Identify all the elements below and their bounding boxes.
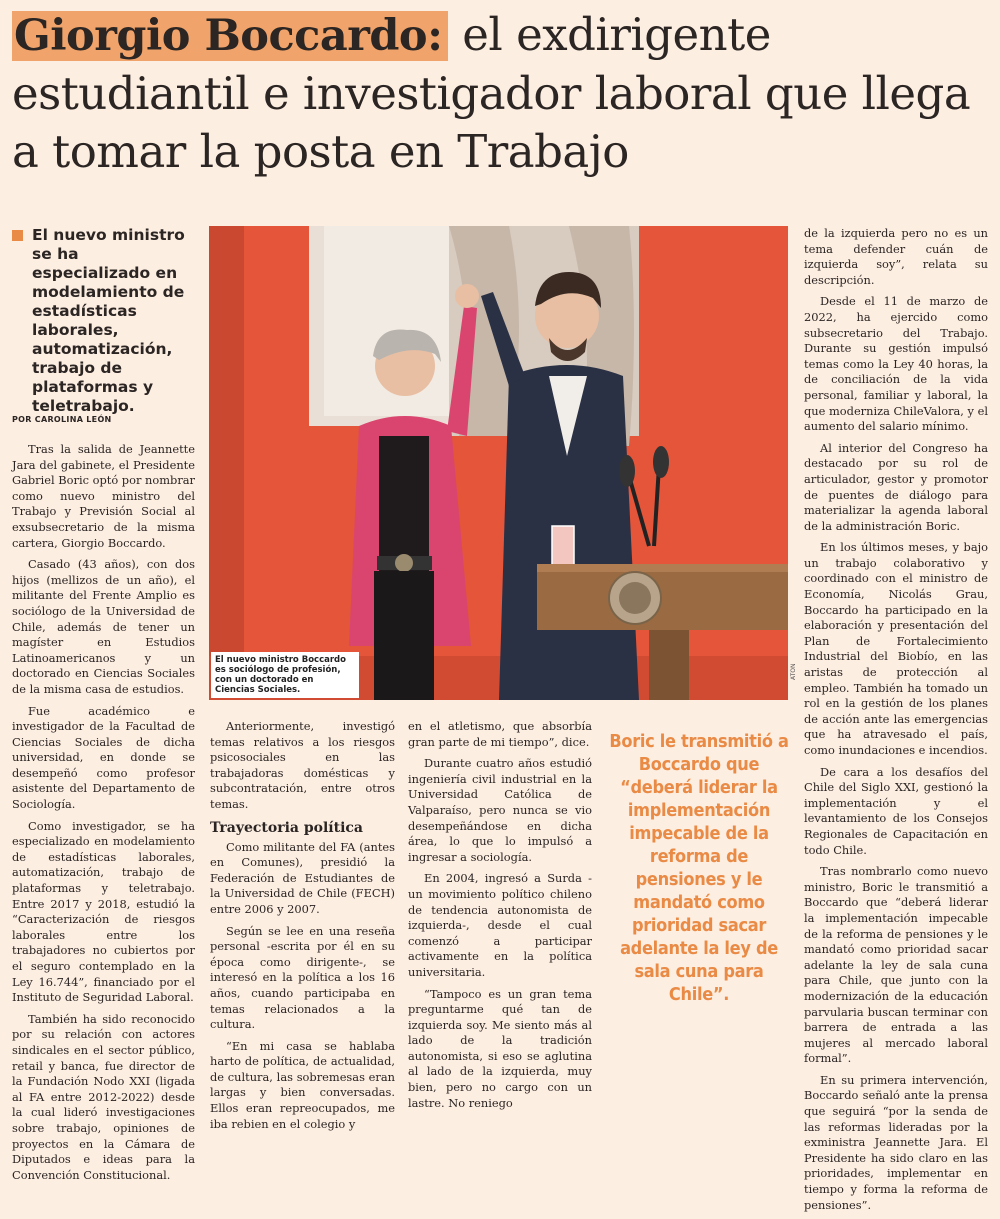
photo-illustration	[209, 226, 788, 700]
paragraph: Desde el 11 de marzo de 2022, ha ejercido como subsecretario del Trabajo. Durante su gestión impulsó temas como la Ley 40 horas, la de conciliación de la vida personal, familiar y laboral, la que moderniza ChileValora, y el aumento del salario mínimo.	[804, 294, 988, 434]
paragraph: “Tampoco es un gran tema preguntarme qué tan de izquierda soy. Me siento más al lado de la tradición autonomista, si eso se aglutina al lado de la izquierda, muy bien, pero no cargo con un lastre. No reniego	[408, 986, 592, 1110]
photo-caption: El nuevo ministro Boccardo es sociólogo de profesión, con un doctorado en Ciencias Sociales.	[211, 652, 359, 698]
paragraph: En su primera intervención, Boccardo señaló ante la prensa que seguirá “por la senda de las reformas lideradas por la exministra Jeannette Jara. El Presidente ha sido claro en las prioridades, implementar en tiempo y forma la reforma de pensiones”.	[804, 1072, 988, 1212]
article-photo	[209, 226, 788, 700]
paragraph: En 2004, ingresó a Surda -un movimiento político chileno de tendencia autonomista de izquierda-, desde el cual comenzó a participar activamente en la política universitaria.	[408, 871, 592, 979]
headline	[12, 6, 988, 181]
paragraph: Como investigador, se ha especializado en modelamiento de estadísticas laborales, automatización, trabajo de plataformas y teletrabajo. Entre 2017 y 2018, estudió la “Caracterización de riesgos laborales entre los trabajadores no cubiertos por el seguro contemplado en la Ley 16.744”, financiado por el Instituto de Seguridad Laboral.	[12, 818, 195, 1005]
section-heading: Trayectoria política	[210, 819, 364, 836]
paragraph: En los últimos meses, y bajo un trabajo colaborativo y coordinado con el ministro de Economía, Nicolás Grau, Boccardo ha participado en la elaboración y presentación del Plan de Fortalecimiento Industrial del Biobío, en las aristas de protección al empleo. También ha tomado un rol en la gestión de los planes de acción ante las emergencias que ha atravesado el país, como inundaciones e incendios.	[804, 540, 988, 757]
article-column-4	[804, 226, 988, 1219]
paragraph: Tras la salida de Jeannette Jara del gabinete, el Presidente Gabriel Boric optó por nombrar como nuevo ministro del Trabajo y Previsión Social al exsubsecretario de la misma cartera, Giorgio Boccardo.	[12, 442, 195, 550]
headline-rest: el exdirigente estudiantil e investigador laboral que llega a tomar la posta en Trabajo	[12, 8, 971, 178]
headline-name: Giorgio Boccardo:	[12, 11, 448, 61]
byline: POR CAROLINA LEÓN	[12, 415, 112, 424]
paragraph: También ha sido reconocido por su relación con actores sindicales en el sector público, retail y banca, fue director de la Fundación Nodo XXI (ligada al FA entre 2012-2022) desde la cual lideró investigaciones sobre trabajo, opiniones de proyectos en la Cámara de Diputados e ideas para la Convención Constitucional.	[12, 1011, 195, 1182]
photo-credit: ATON	[790, 663, 797, 680]
paragraph: Durante cuatro años estudió ingeniería civil industrial en la Universidad Católica de Valparaíso, pero nunca se vio desempeñándose en dicha área, lo que lo impulsó a ingresar a sociología.	[408, 756, 592, 864]
paragraph: de la izquierda pero no es un tema defender cuán de izquierda soy”, relata su descripción.	[804, 226, 988, 287]
paragraph: Fue académico e investigador de la Facultad de Ciencias Sociales de dicha universidad, en donde se desempeñó como profesor asistente del Departamento de Sociología.	[12, 703, 195, 812]
paragraph: Según se lee en una reseña personal -escrita por él en su época como dirigente-, se interesó en la política a los 16 años, cuando participaba en temas relacionados a la cultura.	[210, 923, 395, 1032]
paragraph: Anteriormente, investigó temas relativos a los riesgos psicosociales en las trabajadoras domésticas y subcontratación, entre otros temas.	[210, 719, 395, 811]
paragraph: Al interior del Congreso ha destacado por su rol de articulador, gestor y promotor de puentes de diálogo para materializar la agenda laboral de la administración Boric.	[804, 440, 988, 533]
article-column-2	[210, 719, 395, 1138]
paragraph: en el atletismo, que absorbía gran parte de mi tiempo”, dice.	[408, 719, 592, 749]
article-column-3	[408, 719, 592, 1117]
pull-quote: Boric le transmitió a Boccardo que “deberá liderar la implementación impecable de la reforma de pensiones y le mandató como prioridad sacar adelante la ley de sala cuna para Chile”.	[609, 731, 789, 1005]
article-column-1	[12, 442, 195, 1189]
paragraph: “En mi casa se hablaba harto de política, de actualidad, de cultura, las sobremesas eran largas y bien conversadas. Ellos eran repreocupados, me iba rebien en el colegio y	[210, 1038, 395, 1131]
lead-text: El nuevo ministro se ha especializado en modelamiento de estadísticas laborales, automatización, trabajo de plataformas y teletrabajo.	[32, 226, 185, 415]
lead-summary	[12, 226, 200, 416]
square-bullet-icon	[12, 230, 23, 241]
paragraph: De cara a los desafíos del Chile del Siglo XXI, gestionó la implementación y el levantamiento de los Consejos Regionales de Capacitación en todo Chile.	[804, 764, 988, 857]
paragraph: Como militante del FA (antes en Comunes), presidió la Federación de Estudiantes de la Universidad de Chile (FECH) entre 2006 y 2007.	[210, 839, 395, 916]
paragraph: Tras nombrarlo como nuevo ministro, Boric le transmitió a Boccardo que “deberá liderar la implementación impecable de la reforma de pensiones y le mandató como prioridad sacar adelante la ley de sala cuna para Chile, que junto con la modernización de la educación parvularia buscan terminar con barrera de entrada a las mujeres al mercado laboral formal”.	[804, 864, 988, 1066]
paragraph: Casado (43 años), con dos hijos (mellizos de un año), el militante del Frente Amplio es sociólogo de la Universidad de Chile, además de tener un magíster en Estudios Latinoamericanos y un doctorado en Ciencias Sociales de la misma casa de estudios.	[12, 557, 195, 696]
